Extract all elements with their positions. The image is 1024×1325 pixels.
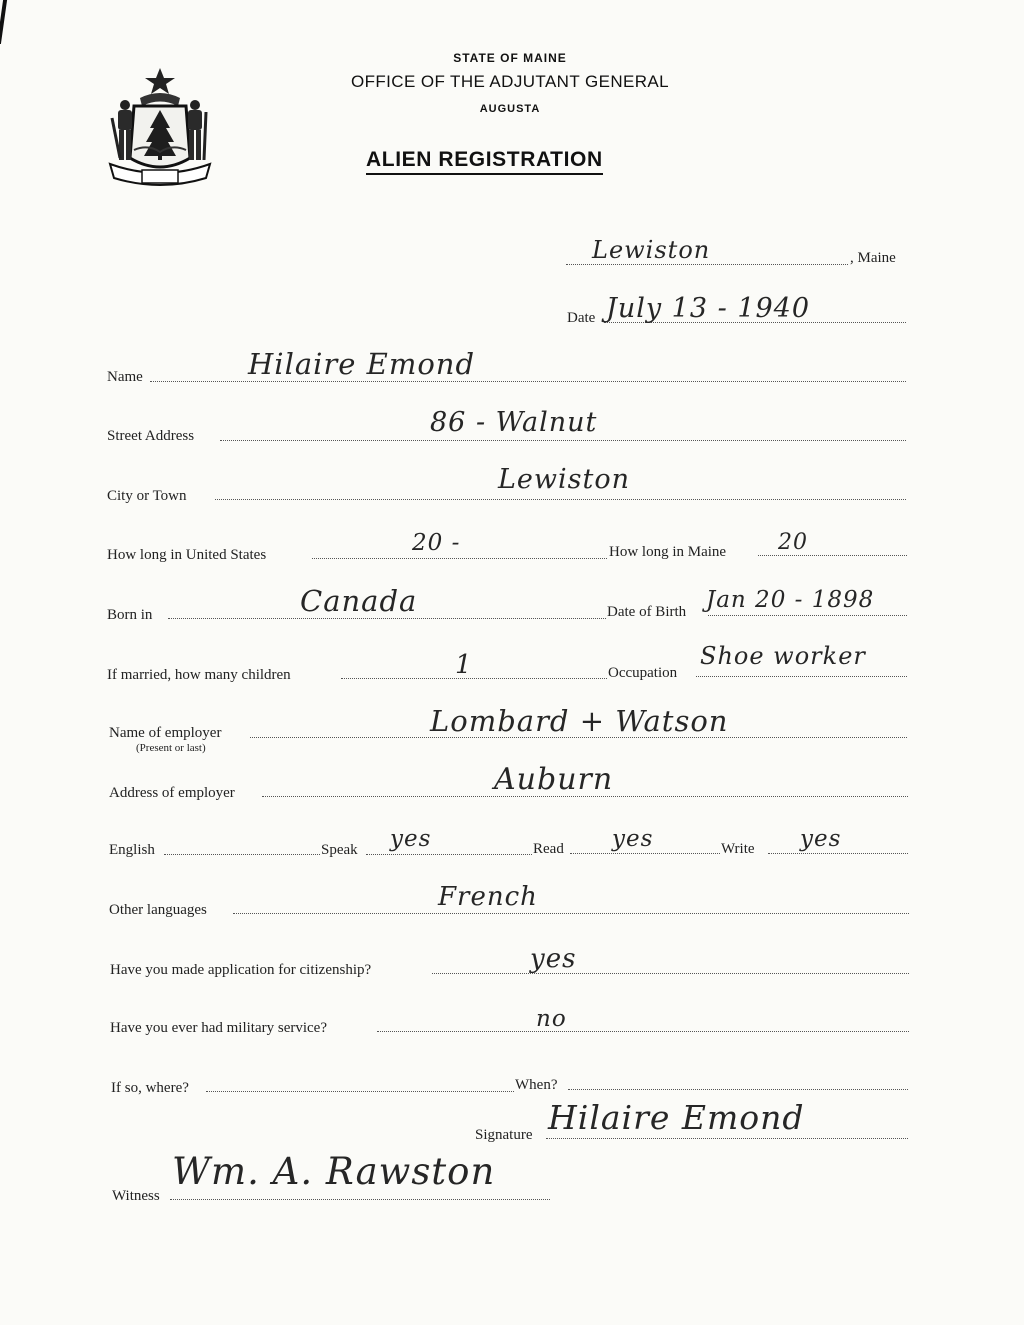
occupation-line xyxy=(696,676,907,677)
read-label: Read xyxy=(533,841,564,857)
header-office: OFFICE OF THE ADJUTANT GENERAL xyxy=(350,72,670,91)
citizenship-value: yes xyxy=(530,944,577,974)
form-title: ALIEN REGISTRATION xyxy=(366,148,603,175)
witness-label: Witness xyxy=(112,1188,160,1204)
when-line xyxy=(568,1089,908,1090)
city-or-town-value: Lewiston xyxy=(498,464,631,495)
english-label: English xyxy=(109,842,155,858)
military-label: Have you ever had military service? xyxy=(110,1020,327,1036)
read-value: yes xyxy=(612,826,654,852)
children-line xyxy=(341,678,607,679)
employer-note-label: (Present or last) xyxy=(136,742,206,754)
town-line xyxy=(566,264,848,265)
speak-label: Speak xyxy=(321,842,358,858)
english-line xyxy=(164,854,320,855)
street-address-label: Street Address xyxy=(107,428,195,444)
occupation-label: Occupation xyxy=(608,665,678,681)
born-in-value: Canada xyxy=(300,584,418,618)
name-label: Name xyxy=(107,369,143,385)
date-of-birth-value: Jan 20 - 1898 xyxy=(706,587,875,613)
if-so-where-line xyxy=(206,1091,514,1092)
date-label: Date xyxy=(567,310,596,326)
town-value: Lewiston xyxy=(592,236,711,264)
date-of-birth-line xyxy=(708,615,907,616)
speak-value: yes xyxy=(390,826,432,852)
city-or-town-line xyxy=(215,499,906,500)
citizenship-line xyxy=(432,973,909,974)
street-address-value: 86 - Walnut xyxy=(430,407,598,438)
date-value: July 13 - 1940 xyxy=(606,293,811,324)
write-value: yes xyxy=(800,826,842,852)
born-in-line xyxy=(168,618,606,619)
signature-label: Signature xyxy=(475,1127,533,1143)
name-line xyxy=(150,381,906,382)
children-value: 1 xyxy=(455,650,473,680)
employer-address-value: Auburn xyxy=(494,762,614,797)
how-long-maine-value: 20 xyxy=(778,530,808,555)
how-long-us-line xyxy=(312,558,607,559)
employer-address-label: Address of employer xyxy=(109,785,235,801)
how-long-us-label: How long in United States xyxy=(107,547,267,563)
military-value: no xyxy=(536,1006,567,1032)
how-long-maine-line xyxy=(758,555,907,556)
how-long-us-value: 20 - xyxy=(412,530,461,556)
street-address-line xyxy=(220,440,906,441)
how-long-maine-label: How long in Maine xyxy=(609,544,727,560)
date-of-birth-label: Date of Birth xyxy=(607,604,687,620)
if-so-where-label: If so, where? xyxy=(111,1080,189,1096)
witness-line xyxy=(170,1199,550,1200)
write-line xyxy=(768,853,908,854)
employer-name-label: Name of employer xyxy=(109,725,222,741)
other-languages-value: French xyxy=(438,882,538,912)
occupation-value: Shoe worker xyxy=(700,642,866,670)
signature-line xyxy=(546,1138,908,1139)
military-line xyxy=(377,1031,909,1032)
name-value: Hilaire Emond xyxy=(248,347,476,381)
born-in-label: Born in xyxy=(107,607,153,623)
speak-line xyxy=(366,854,532,855)
citizenship-label: Have you made application for citizenship? xyxy=(110,962,372,978)
city-or-town-label: City or Town xyxy=(107,488,187,504)
header-city: AUGUSTA xyxy=(479,103,541,115)
state-of-maine-seal-icon xyxy=(104,66,216,190)
other-languages-line xyxy=(233,913,909,914)
scan-edge-mark xyxy=(0,0,7,44)
when-label: When? xyxy=(515,1077,558,1093)
header-state: STATE OF MAINE xyxy=(453,51,567,65)
witness-value: Wm. A. Rawston xyxy=(172,1150,496,1193)
read-line xyxy=(570,853,720,854)
employer-name-value: Lombard + Watson xyxy=(430,704,729,738)
children-label: If married, how many children xyxy=(107,667,291,683)
write-label: Write xyxy=(721,841,755,857)
other-languages-label: Other languages xyxy=(109,902,207,918)
signature-value: Hilaire Emond xyxy=(548,1098,805,1137)
maine-label: , Maine xyxy=(850,250,896,266)
